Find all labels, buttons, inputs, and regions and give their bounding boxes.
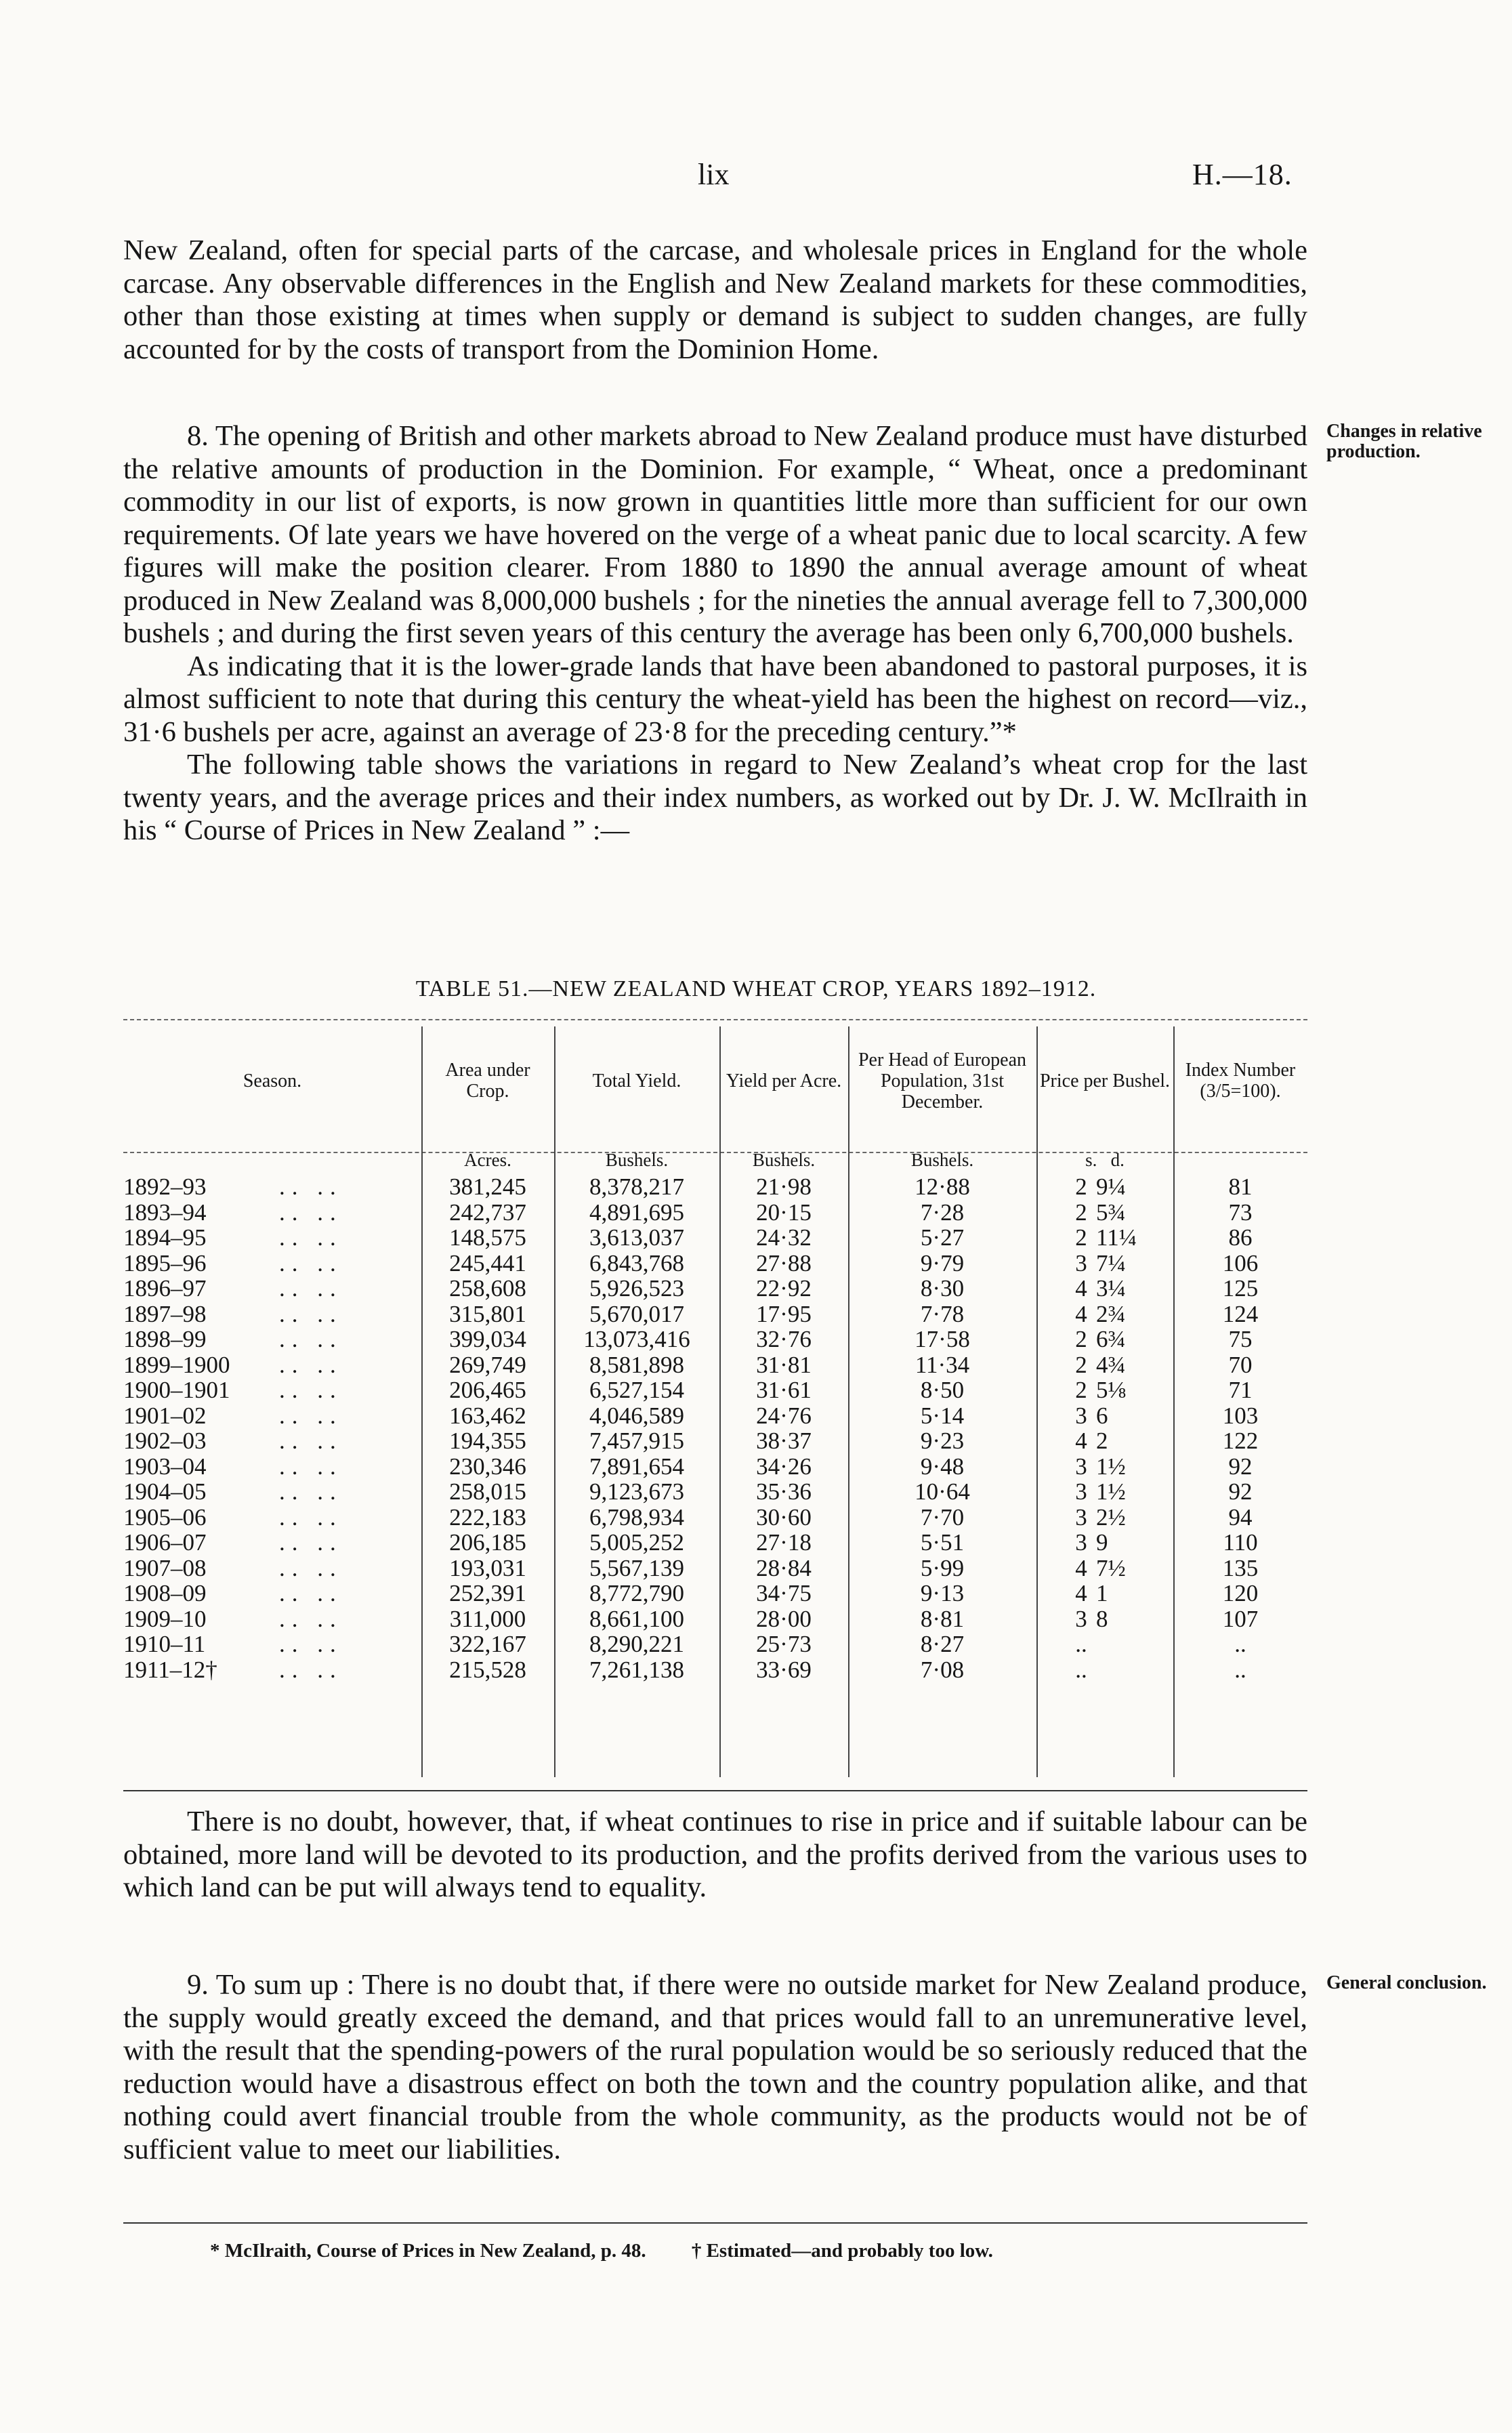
footnote-dagger: † Estimated—and probably too low.	[691, 2240, 993, 2262]
cell-price	[1036, 1352, 1173, 1378]
leader-dots: .. ..	[279, 1478, 343, 1505]
cell-price	[1036, 1657, 1173, 1683]
cell-total-yield: 5,670,017	[589, 1300, 684, 1327]
table-caption: TABLE 51.—NEW ZEALAND WHEAT CROP, YEARS 1892–1912.	[415, 976, 1097, 1001]
leader-dots: .. ..	[279, 1580, 343, 1606]
cell-index: 106	[1222, 1249, 1259, 1276]
price-pence: 6	[1096, 1402, 1108, 1429]
header-index: Index Number (3/5=100).	[1185, 1060, 1296, 1102]
price-shillings: 4	[1075, 1300, 1087, 1327]
header-total-yield: Total Yield.	[592, 1070, 681, 1091]
cell-index: ..	[1234, 1631, 1246, 1657]
table-top-rule	[123, 1019, 1307, 1020]
cell-season	[123, 1225, 421, 1251]
cell-price	[1036, 1200, 1173, 1226]
season-label: 1902–03	[123, 1428, 207, 1454]
wheat-crop-table	[123, 1033, 1307, 1682]
cell-per-head: 7·08	[920, 1656, 965, 1683]
cell-yield-per-acre: 31·61	[756, 1377, 812, 1403]
cell-per-head: 7·78	[920, 1300, 965, 1327]
price-shillings: 2	[1075, 1326, 1087, 1352]
table-row	[123, 1428, 1307, 1454]
leader-dots: .. ..	[279, 1199, 343, 1226]
cell-area: 215,528	[449, 1656, 526, 1683]
cell-season	[123, 1302, 421, 1327]
section-9	[123, 1969, 1307, 2166]
cell-total-yield: 5,005,252	[589, 1529, 684, 1556]
cell-total-yield: 7,891,654	[589, 1453, 684, 1480]
cell-price	[1036, 1302, 1173, 1327]
header-area: Area under Crop.	[445, 1060, 530, 1102]
cell-price	[1036, 1530, 1173, 1556]
cell-area: 245,441	[449, 1249, 526, 1276]
cell-season	[123, 1479, 421, 1505]
intro-paragraph: New Zealand, often for special parts of the carcase, and wholesale prices in England for the whole carcase. Any observable differences in the English and New Zealand markets for these commodities, other than those existing at times when supply or demand is subject to sudden changes, are fully accounted for by the costs of transport from the Dominion Home.	[123, 234, 1307, 365]
price-shillings: 2	[1075, 1173, 1087, 1200]
table-row	[123, 1530, 1307, 1556]
price-shillings: 4	[1075, 1275, 1087, 1302]
table-row	[123, 1302, 1307, 1327]
cell-season	[123, 1606, 421, 1632]
page-reference: H.—18.	[1192, 158, 1293, 191]
cell-yield-per-acre: 32·76	[756, 1326, 812, 1352]
price-shillings: ..	[1075, 1656, 1087, 1683]
cell-index: 86	[1228, 1224, 1253, 1251]
cell-yield-per-acre: 24·32	[756, 1224, 812, 1251]
footnote-rule	[123, 2222, 1307, 2224]
cell-season	[123, 1276, 421, 1302]
cell-price	[1036, 1327, 1173, 1352]
cell-total-yield: 8,581,898	[589, 1351, 684, 1378]
header-price: Price per Bushel.	[1039, 1070, 1171, 1091]
cell-per-head: 11·34	[915, 1351, 970, 1378]
header-per-head: Per Head of European Population, 31st December.	[858, 1049, 1026, 1112]
season-label: 1894–95	[123, 1224, 207, 1251]
unit-area: Acres.	[464, 1150, 511, 1170]
after-table-paragraph: There is no doubt, however, that, if wheat continues to rise in price and if suitable labour can be obtained, more land will be devoted to its production, and the profits derived from the various uses to which land can be put will always tend to equality.	[123, 1806, 1307, 1903]
cell-total-yield: 7,261,138	[589, 1656, 684, 1683]
season-label: 1903–04	[123, 1453, 207, 1480]
price-shillings: 2	[1075, 1351, 1087, 1378]
table-row	[123, 1631, 1307, 1657]
season-label: 1899–1900	[123, 1351, 230, 1378]
cell-per-head: 7·28	[920, 1199, 965, 1226]
cell-price	[1036, 1631, 1173, 1657]
season-label: 1911–12†	[123, 1656, 217, 1683]
cell-index: 125	[1222, 1275, 1259, 1302]
cell-index: 94	[1228, 1503, 1253, 1531]
table-row	[123, 1276, 1307, 1302]
cell-total-yield: 6,843,768	[589, 1249, 684, 1276]
leader-dots: .. ..	[279, 1173, 343, 1200]
cell-season	[123, 1200, 421, 1226]
cell-yield-per-acre: 35·36	[756, 1478, 812, 1505]
table-row	[123, 1606, 1307, 1632]
section-8-paragraph-2: As indicating that it is the lower-grade lands that have been abandoned to pastoral purposes, it is almost sufficient to note that during this century the wheat-yield has been the highest on record—viz., 31·6 bushels per acre, against an average of 23·8 for the preceding century.”*	[123, 650, 1307, 748]
cell-area: 230,346	[449, 1453, 526, 1480]
leader-dots: .. ..	[279, 1503, 343, 1531]
cell-per-head: 8·27	[920, 1631, 965, 1657]
cell-price	[1036, 1556, 1173, 1581]
cell-area: 222,183	[449, 1503, 526, 1531]
season-label: 1895–96	[123, 1249, 207, 1276]
cell-price	[1036, 1606, 1173, 1632]
table-spacer	[123, 1128, 1307, 1146]
leader-dots: .. ..	[279, 1351, 343, 1378]
leader-dots: .. ..	[279, 1377, 343, 1403]
cell-area: 252,391	[449, 1580, 526, 1606]
price-pence: 6¾	[1096, 1326, 1126, 1352]
cell-price	[1036, 1454, 1173, 1480]
cell-season	[123, 1454, 421, 1480]
price-shillings: 3	[1075, 1249, 1087, 1276]
footnotes	[210, 2240, 1294, 2262]
table-row	[123, 1403, 1307, 1429]
unit-price	[1036, 1146, 1173, 1174]
season-label: 1908–09	[123, 1580, 207, 1606]
cell-total-yield: 4,046,589	[589, 1402, 684, 1429]
price-pence: 7¼	[1096, 1249, 1126, 1276]
leader-dots: .. ..	[279, 1428, 343, 1454]
table-row	[123, 1657, 1307, 1683]
cell-yield-per-acre: 33·69	[756, 1656, 812, 1683]
cell-index: 70	[1228, 1351, 1253, 1378]
season-label: 1892–93	[123, 1173, 207, 1200]
section-8-paragraph-3: The following table shows the variations in regard to New Zealand’s wheat crop for the last twenty years, and the average prices and their index numbers, as worked out by Dr. J. W. McIlraith in his “ Course of Prices in New Zealand ” :—	[123, 749, 1307, 846]
cell-area: 194,355	[449, 1428, 526, 1454]
cell-price	[1036, 1479, 1173, 1505]
cell-per-head: 9·13	[920, 1580, 965, 1606]
cell-yield-per-acre: 28·84	[756, 1554, 812, 1581]
cell-price	[1036, 1403, 1173, 1429]
price-pence: 11¼	[1096, 1224, 1137, 1251]
cell-total-yield: 8,378,217	[589, 1173, 684, 1200]
cell-per-head: 5·51	[920, 1529, 965, 1556]
cell-total-yield: 8,290,221	[589, 1631, 684, 1657]
price-shillings: 4	[1075, 1554, 1087, 1581]
leader-dots: .. ..	[279, 1656, 343, 1683]
cell-total-yield: 5,926,523	[589, 1275, 684, 1302]
price-shillings: 3	[1075, 1453, 1087, 1480]
cell-yield-per-acre: 22·92	[756, 1275, 812, 1302]
cell-season	[123, 1530, 421, 1556]
cell-area: 148,575	[449, 1224, 526, 1251]
cell-per-head: 8·81	[920, 1605, 965, 1632]
cell-area: 322,167	[449, 1631, 526, 1657]
table-row	[123, 1225, 1307, 1251]
cell-season	[123, 1403, 421, 1429]
cell-total-yield: 7,457,915	[589, 1428, 684, 1454]
cell-price	[1036, 1428, 1173, 1454]
footnote-star: * McIlraith, Course of Prices in New Zealand, p. 48.	[210, 2240, 646, 2262]
table-header-row	[123, 1033, 1307, 1128]
price-pence: 9¼	[1096, 1173, 1126, 1200]
unit-price-d: d.	[1110, 1150, 1125, 1170]
cell-yield-per-acre: 27·18	[756, 1529, 812, 1556]
cell-area: 269,749	[449, 1351, 526, 1378]
cell-yield-per-acre: 20·15	[756, 1199, 812, 1226]
section-9-paragraph: 9. To sum up : There is no doubt that, if there were no outside market for New Zealand produce, the supply would greatly exceed the demand, and that prices would fall to an unremunerative level, with the result that the spending-powers of the rural population would be so seriously reduced that the reduction would have a disastrous effect on both the town and the country population alike, and that nothing could avert financial trouble from the whole community, as the products would not be of sufficient value to meet our liabilities.	[123, 1969, 1307, 2165]
cell-index: 75	[1228, 1326, 1253, 1352]
cell-area: 311,000	[449, 1605, 526, 1632]
after-table-block	[123, 1806, 1307, 1905]
cell-per-head: 9·23	[920, 1428, 965, 1454]
cell-price	[1036, 1505, 1173, 1531]
cell-per-head: 8·50	[920, 1377, 965, 1403]
cell-yield-per-acre: 30·60	[756, 1503, 812, 1531]
cell-index: 107	[1222, 1605, 1259, 1632]
section-8	[123, 420, 1307, 848]
price-pence: 1½	[1096, 1453, 1126, 1480]
cell-index: 71	[1228, 1377, 1253, 1403]
cell-season	[123, 1505, 421, 1531]
table-row	[123, 1505, 1307, 1531]
price-shillings: 2	[1075, 1224, 1087, 1251]
price-pence: 1½	[1096, 1478, 1126, 1505]
cell-yield-per-acre: 28·00	[756, 1605, 812, 1632]
cell-per-head: 5·99	[920, 1554, 965, 1581]
cell-per-head: 9·48	[920, 1453, 965, 1480]
season-label: 1909–10	[123, 1605, 207, 1632]
season-label: 1906–07	[123, 1529, 207, 1556]
season-label: 1904–05	[123, 1478, 207, 1505]
price-pence: 7½	[1096, 1554, 1126, 1581]
table-row	[123, 1174, 1307, 1200]
price-pence: 4¾	[1096, 1351, 1126, 1378]
price-pence: 2½	[1096, 1503, 1126, 1531]
page-number: lix	[698, 158, 730, 191]
cell-index: 124	[1222, 1300, 1259, 1327]
price-shillings: ..	[1075, 1631, 1087, 1657]
cell-season	[123, 1556, 421, 1581]
leader-dots: .. ..	[279, 1631, 343, 1657]
cell-yield-per-acre: 34·26	[756, 1453, 812, 1480]
intro-paragraph-block	[123, 234, 1307, 366]
season-label: 1896–97	[123, 1275, 207, 1302]
cell-area: 193,031	[449, 1554, 526, 1581]
price-pence: 8	[1096, 1605, 1108, 1632]
cell-total-yield: 5,567,139	[589, 1554, 684, 1581]
cell-index: 120	[1222, 1580, 1259, 1606]
cell-total-yield: 6,798,934	[589, 1503, 684, 1531]
cell-yield-per-acre: 38·37	[756, 1428, 812, 1454]
cell-season	[123, 1352, 421, 1378]
leader-dots: .. ..	[279, 1249, 343, 1276]
cell-season	[123, 1657, 421, 1683]
cell-per-head: 10·64	[915, 1478, 970, 1505]
leader-dots: .. ..	[279, 1300, 343, 1327]
leader-dots: .. ..	[279, 1402, 343, 1429]
season-label: 1898–99	[123, 1326, 207, 1352]
table-body	[123, 1128, 1307, 1682]
cell-index: 135	[1222, 1554, 1259, 1581]
cell-per-head: 17·58	[915, 1326, 970, 1352]
table-row	[123, 1454, 1307, 1480]
cell-area: 258,015	[449, 1478, 526, 1505]
cell-yield-per-acre: 25·73	[756, 1631, 812, 1657]
cell-area: 399,034	[449, 1326, 526, 1352]
cell-area: 315,801	[449, 1300, 526, 1327]
unit-per-head: Bushels.	[910, 1150, 974, 1170]
price-pence: 3¼	[1096, 1275, 1126, 1302]
price-shillings: 3	[1075, 1402, 1087, 1429]
season-label: 1897–98	[123, 1300, 207, 1327]
leader-dots: .. ..	[279, 1605, 343, 1632]
price-shillings: 4	[1075, 1428, 1087, 1454]
leader-dots: .. ..	[279, 1224, 343, 1251]
unit-total-yield: Bushels.	[605, 1150, 669, 1170]
cell-price	[1036, 1174, 1173, 1200]
price-pence: 1	[1096, 1580, 1108, 1606]
section-8-paragraph-1: 8. The opening of British and other markets abroad to New Zealand produce must have disturbed the relative amounts of production in the Dominion. For example, “ Wheat, once a predominant commodity in our list of exports, is now grown in quantities little more than sufficient for our own requirements. Of late years we have hovered on the verge of a wheat panic due to local scarcity. A few figures will make the position clearer. From 1880 to 1890 the annual average amount of wheat produced in New Zealand was 8,000,000 bushels ; for the nineties the annual average fell to 7,300,000 bushels ; and during the first seven years of this century the average has been only 6,700,000 bushels.	[123, 420, 1307, 649]
cell-yield-per-acre: 34·75	[756, 1580, 812, 1606]
table-row	[123, 1352, 1307, 1378]
cell-season	[123, 1631, 421, 1657]
table-row	[123, 1327, 1307, 1352]
price-pence: 5¾	[1096, 1199, 1126, 1226]
price-shillings: 3	[1075, 1529, 1087, 1556]
cell-yield-per-acre: 17·95	[756, 1300, 812, 1327]
cell-price	[1036, 1225, 1173, 1251]
table-bottom-rule	[123, 1790, 1307, 1791]
season-label: 1905–06	[123, 1503, 207, 1531]
margin-note-changes: Changes in relative production.	[1326, 421, 1482, 462]
cell-per-head: 8·30	[920, 1275, 965, 1302]
cell-season	[123, 1251, 421, 1276]
cell-per-head: 5·14	[920, 1402, 965, 1429]
cell-price	[1036, 1581, 1173, 1606]
cell-yield-per-acre: 21·98	[756, 1173, 812, 1200]
cell-area: 381,245	[449, 1173, 526, 1200]
leader-dots: .. ..	[279, 1453, 343, 1480]
cell-index: 92	[1228, 1453, 1253, 1480]
price-pence: 9	[1096, 1529, 1108, 1556]
cell-season	[123, 1327, 421, 1352]
cell-per-head: 12·88	[915, 1173, 970, 1200]
cell-price	[1036, 1276, 1173, 1302]
season-label: 1910–11	[123, 1631, 206, 1657]
cell-per-head: 5·27	[920, 1224, 965, 1251]
leader-dots: .. ..	[279, 1529, 343, 1556]
cell-total-yield: 8,772,790	[589, 1580, 684, 1606]
page-header	[0, 157, 1512, 198]
cell-index: 110	[1223, 1529, 1258, 1556]
season-label: 1901–02	[123, 1402, 207, 1429]
cell-total-yield: 6,527,154	[589, 1377, 684, 1403]
cell-season	[123, 1377, 421, 1403]
cell-season	[123, 1428, 421, 1454]
leader-dots: .. ..	[279, 1554, 343, 1581]
cell-season	[123, 1581, 421, 1606]
cell-yield-per-acre: 31·81	[756, 1351, 812, 1378]
cell-total-yield: 3,613,037	[589, 1224, 684, 1251]
table-row	[123, 1581, 1307, 1606]
unit-price-s: s.	[1085, 1150, 1097, 1170]
price-pence: 2	[1096, 1428, 1108, 1454]
price-shillings: 3	[1075, 1478, 1087, 1505]
cell-index: 103	[1222, 1402, 1259, 1429]
cell-price	[1036, 1377, 1173, 1403]
cell-index: 81	[1228, 1173, 1253, 1200]
table-row	[123, 1200, 1307, 1226]
cell-season	[123, 1174, 421, 1200]
table-row	[123, 1251, 1307, 1276]
price-shillings: 3	[1075, 1605, 1087, 1632]
cell-index: ..	[1234, 1656, 1246, 1683]
cell-index: 92	[1228, 1478, 1253, 1505]
cell-area: 206,465	[449, 1377, 526, 1403]
cell-total-yield: 13,073,416	[583, 1326, 690, 1352]
cell-area: 258,608	[449, 1275, 526, 1302]
price-shillings: 4	[1075, 1580, 1087, 1606]
cell-index: 122	[1222, 1428, 1259, 1454]
table-row	[123, 1479, 1307, 1505]
season-label: 1900–1901	[123, 1377, 230, 1403]
header-yield-per-acre: Yield per Acre.	[726, 1070, 842, 1091]
cell-per-head: 9·79	[920, 1249, 965, 1276]
leader-dots: .. ..	[279, 1275, 343, 1302]
cell-yield-per-acre: 27·88	[756, 1249, 812, 1276]
cell-total-yield: 9,123,673	[589, 1478, 684, 1505]
cell-area: 206,185	[449, 1529, 526, 1556]
season-label: 1893–94	[123, 1199, 207, 1226]
units-row	[123, 1146, 1307, 1174]
unit-yield-per-acre: Bushels.	[752, 1150, 816, 1170]
cell-yield-per-acre: 24·76	[756, 1402, 812, 1429]
cell-area: 163,462	[449, 1402, 526, 1429]
leader-dots: .. ..	[279, 1326, 343, 1352]
price-shillings: 2	[1075, 1377, 1087, 1403]
cell-price	[1036, 1251, 1173, 1276]
cell-per-head: 7·70	[920, 1503, 965, 1531]
table-row	[123, 1556, 1307, 1581]
margin-note-conclusion: General conclusion.	[1326, 1972, 1487, 1993]
price-shillings: 2	[1075, 1199, 1087, 1226]
price-pence: 2¾	[1096, 1300, 1126, 1327]
cell-total-yield: 8,661,100	[589, 1605, 684, 1632]
price-pence: 5⅛	[1096, 1377, 1126, 1403]
price-shillings: 3	[1075, 1503, 1087, 1531]
season-label: 1907–08	[123, 1554, 207, 1581]
cell-area: 242,737	[449, 1199, 526, 1226]
cell-total-yield: 4,891,695	[589, 1199, 684, 1226]
header-season: Season.	[243, 1070, 302, 1091]
table-row	[123, 1377, 1307, 1403]
cell-index: 73	[1228, 1199, 1253, 1226]
